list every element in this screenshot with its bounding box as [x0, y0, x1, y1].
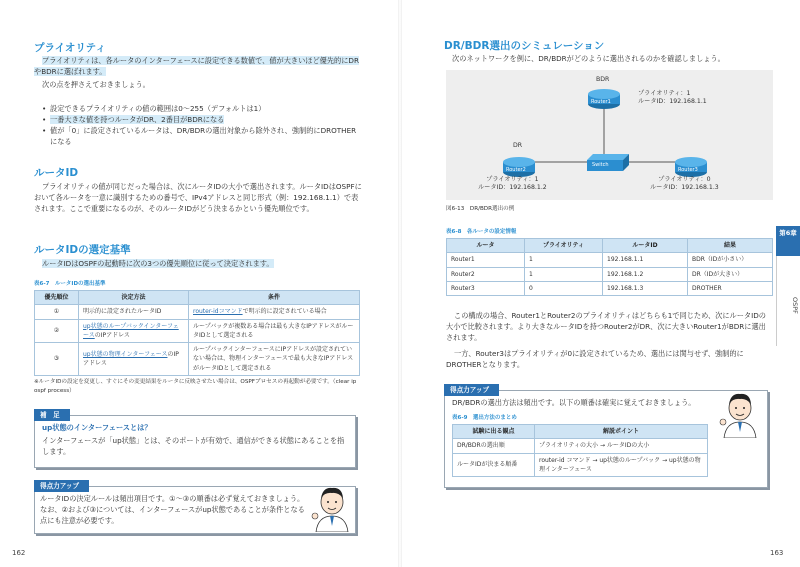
table-cell: DROTHER [688, 281, 773, 295]
table-6-8-caption: 表6-8 各ルータの設定情報 [446, 229, 517, 235]
table-row [447, 267, 773, 281]
router3-name: Router3 [678, 167, 698, 173]
criteria-note: ※ルータIDの設定を変更し、すぐにその変更結果をルータに反映させたい場合は、OSPFプロセスの再起動が必要です。（clear ip ospf process） [34, 379, 357, 394]
tips-tag: 得点力アップ [34, 480, 89, 492]
table-cell: ループバックが複数ある場合は最も大きなIPアドレスがルータIDとして選定される [189, 319, 360, 343]
table-cell: 明示的に設定されたルータID [79, 305, 189, 319]
table-cell: router-id コマンド → up状態のループバック → up状態の物理インターフェース [535, 453, 708, 477]
table-header: ルータID [603, 239, 688, 253]
table-row [35, 343, 360, 376]
table-row [447, 253, 773, 267]
table-cell: router-idコマンドで明示的に設定されている場合 [189, 305, 360, 319]
table-cell: ルータIDが決まる順番 [453, 453, 535, 477]
table-header: 結果 [688, 239, 773, 253]
table-cell: 1 [525, 253, 603, 267]
table-6-7-caption: 表6-7 ルータIDの選出基準 [34, 281, 106, 287]
table-header: 優先順位 [35, 291, 79, 305]
priority-paragraph: プライオリティは、各ルータのインターフェースに設定できる数値で、値が大きいほど優先的にDRやBDRに選ばれます。 [34, 56, 359, 77]
table-cell: up状態のループバックインターフェースのIPアドレス [79, 319, 189, 343]
router1-info: プライオリティ：1 ルータID：192.168.1.1 [638, 90, 707, 106]
table-6-9-caption: 表6-9 選出方法のまとめ [452, 415, 517, 421]
figure-6-13-caption: 図6-13 DR/BDR選出の例 [446, 206, 515, 212]
table-row [35, 319, 360, 343]
list-item: • 設定できるプライオリティの値の範囲は0～255（デフォルトは1） [42, 103, 358, 114]
loopback-interface-link[interactable]: up状態のループバックインターフェース [83, 322, 179, 339]
instructor-avatar-icon [310, 482, 354, 532]
selection-summary-table [452, 424, 708, 477]
table-cell: DR/BDRの選出順 [453, 439, 535, 453]
criteria-paragraph: ルータIDはOSPFの起動時に次の3つの優先順位に従って決定されます。 [42, 259, 274, 268]
table-cell: up状態の物理インターフェースのIPアドレス [79, 343, 189, 376]
explanation-paragraph-2: 一方、Router3はプライオリティが0に設定されているため、選出には関与せず、強制的にDROTHERとなります。 [446, 349, 744, 370]
table-cell: ③ [35, 343, 79, 376]
table-cell: Router3 [447, 281, 525, 295]
network-diagram [446, 70, 773, 200]
table-cell: BDR（IDが小さい） [688, 253, 773, 267]
table-header: 決定方法 [79, 291, 189, 305]
supplement-title: up状態のインターフェースとは？ [42, 423, 152, 432]
supplement-body: インターフェースが「up状態」とは、そのポートが有効で、通信ができる状態にあることを指します。 [42, 436, 345, 457]
table-header: 条件 [189, 291, 360, 305]
router-id-paragraph: プライオリティの値が同じだった場合は、次にルータIDの大小で選出されます。ルータIDはOSPFにおいて各ルータを一意に識別するための番号で、IPv4アドレスと同じ形式（例：192.168.1.1）で表されます。ここで重要になるのが、そのルータIDがどう決まるかという優先順位です。 [34, 182, 362, 214]
table-cell: プライオリティの大小 → ルータIDの大小 [535, 439, 708, 453]
table-cell: Router1 [447, 253, 525, 267]
chapter-side-tab[interactable]: 第6章 [776, 226, 800, 256]
physical-interface-link[interactable]: up状態の物理インターフェース [83, 350, 168, 358]
heading-router-id: ルータID [34, 167, 79, 179]
priority-bullet-list [42, 103, 358, 148]
router-settings-table [446, 238, 773, 296]
table-cell: Router2 [447, 267, 525, 281]
list-item: • 値が「0」に設定されているルータは、DR/BDRの選出対象から除外され、強制的にDROTHERになる [42, 125, 358, 147]
table-cell: DR（IDが大きい） [688, 267, 773, 281]
bdr-label: BDR [596, 76, 610, 83]
table-row [447, 281, 773, 295]
table-header-row [35, 291, 360, 305]
supplement-tag: 補 足 [34, 409, 70, 421]
table-cell: 192.168.1.1 [603, 253, 688, 267]
router3-info: プライオリティ：0 ルータID：192.168.1.3 [650, 176, 719, 192]
table-cell: 0 [525, 281, 603, 295]
table-cell: ② [35, 319, 79, 343]
page-number-right: 163 [770, 549, 784, 557]
list-item: • 一番大きな値を持つルータがDR、2番目がBDRになる [42, 114, 358, 125]
table-header: プライオリティ [525, 239, 603, 253]
priority-paragraph-2: 次の点を押さえておきましょう。 [42, 80, 150, 89]
table-row [453, 439, 708, 453]
page-gutter [398, 0, 402, 567]
table-cell: 1 [525, 267, 603, 281]
switch-name: Switch [592, 162, 609, 168]
router1-name: Router1 [591, 99, 611, 105]
table-row [453, 453, 708, 477]
simulation-paragraph: 次のネットワークを例に、DR/BDRがどのように選出されるのかを確認しましょう。 [452, 54, 725, 63]
right-tips-tag: 得点力アップ [444, 384, 499, 396]
table-header-row [453, 425, 708, 439]
heading-dr-bdr-simulation: DR/BDR選出のシミュレーション [444, 40, 605, 52]
table-cell: ループバックインターフェースにIPアドレスが設定されていない場合は、物理インターフェースで最も大きなIPアドレスがルータIDとして選定される [189, 343, 360, 376]
tips-body: ルータIDの決定ルールは頻出項目です。①～③の順番は必ず覚えておきましょう。なお、②および③については、インターフェースがup状態であることが条件となる点にも注意が必要です。 [40, 494, 305, 526]
table-header-row [447, 239, 773, 253]
router2-name: Router2 [506, 167, 526, 173]
table-header: 試験に出る観点 [453, 425, 535, 439]
heading-priority: プライオリティ [34, 42, 106, 54]
chapter-side-label: OSPF [776, 256, 800, 346]
table-cell: ① [35, 305, 79, 319]
table-cell: 192.168.1.3 [603, 281, 688, 295]
page-number-left: 162 [12, 549, 26, 557]
table-row [35, 305, 360, 319]
table-header: ルータ [447, 239, 525, 253]
router-id-criteria-table [34, 290, 360, 376]
router-id-command-link[interactable]: router-idコマンド [193, 308, 243, 316]
table-header: 解説ポイント [535, 425, 708, 439]
heading-router-id-criteria: ルータIDの選定基準 [34, 244, 131, 256]
right-tips-body: DR/BDRの選出方法は頻出です。以下の順番は確実に覚えておきましょう。 [452, 398, 696, 407]
explanation-paragraph-1: この構成の場合、Router1とRouter2のプライオリティはどちらも1で同じため、次にルータIDの大小で比較されます。より大きなルータIDを持つRouter2がDR、次に大きいRouter1がBDRに選出されます。 [446, 311, 766, 343]
instructor-avatar-icon [718, 388, 762, 438]
router2-info: プライオリティ：1 ルータID：192.168.1.2 [478, 176, 547, 192]
dr-label: DR [513, 142, 523, 149]
table-cell: 192.168.1.2 [603, 267, 688, 281]
